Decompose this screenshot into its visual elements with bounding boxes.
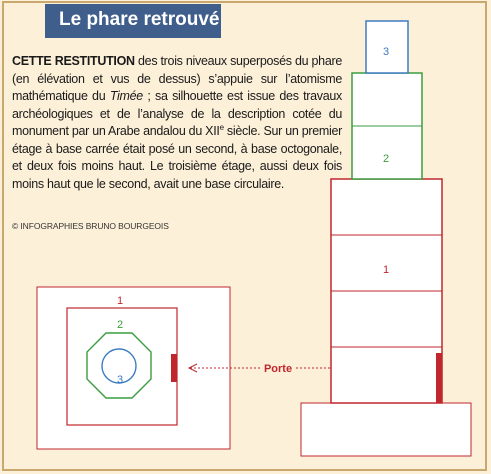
elevation-level3-label: 3	[382, 46, 390, 58]
description-part2: ; sa silhouette est issue des travaux archéologiques et de l’analyse de la description cotée du monument par un Arabe andalou du XII	[12, 89, 342, 138]
description-part1: des trois niveaux superposés du phare (en élévation et vus de dessus) s’appuie sur l’atomisme mathématique du	[12, 54, 342, 103]
elevation-level1-label: 1	[382, 264, 390, 276]
plan-view	[37, 287, 230, 449]
description-lead: CETTE RESTITUTION	[12, 54, 135, 68]
description-book-title: Timée	[109, 89, 143, 103]
plan-level2-label: 2	[116, 319, 124, 331]
century-superscript: e	[219, 122, 224, 132]
plan-level1-label: 1	[116, 295, 124, 307]
door-label: Porte	[263, 363, 293, 375]
description-part3: siècle. Sur un premier étage à base carrée était posé un second, à base octogonale, et deux fois moins haut. Le troisième étage, aussi deux fois moins haut que le second, avait une base circulaire.	[12, 124, 342, 191]
page-title: Le phare retrouvé	[59, 9, 220, 30]
elevation-level2-label: 2	[382, 153, 390, 165]
credit-line: © INFOGRAPHIES BRUNO BOURGEOIS	[12, 221, 169, 231]
elevation-base	[301, 403, 471, 456]
elevation-door	[436, 353, 442, 403]
elevation-view	[301, 21, 471, 456]
plan-door	[171, 354, 177, 382]
plan-level3-label: 3	[116, 374, 124, 386]
